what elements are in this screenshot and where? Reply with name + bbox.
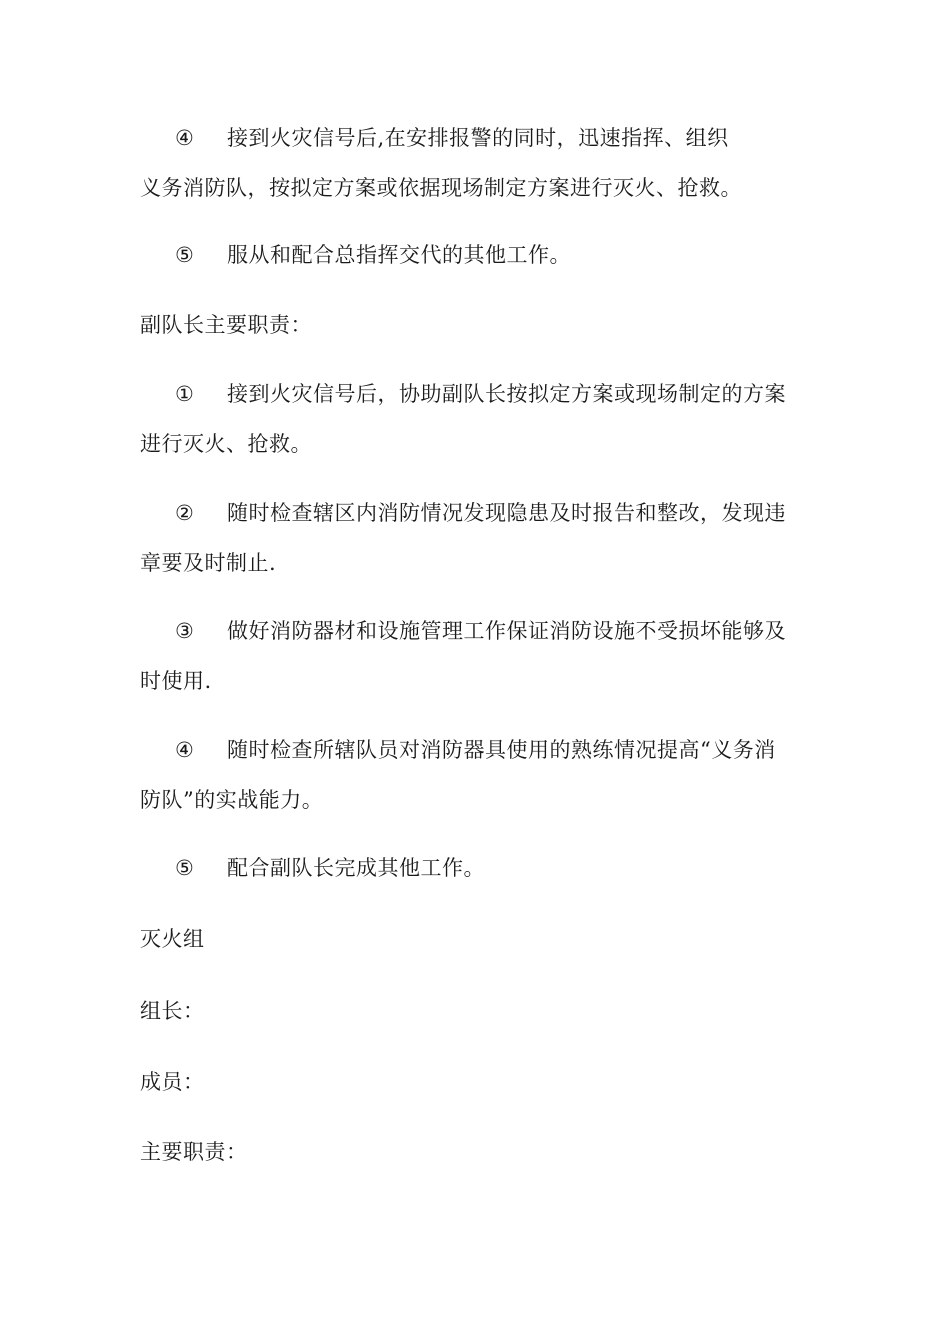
item-text: 随时检查辖区内消防情况发现隐患及时报告和整改，发现违	[227, 501, 786, 525]
list-item	[175, 736, 776, 764]
item-marker: ②	[175, 501, 195, 525]
item-text-continuation: 章要及时制止.	[140, 551, 277, 575]
list-item	[175, 124, 729, 152]
item-marker: ③	[175, 619, 195, 643]
item-text: 配合副队长完成其他工作。	[227, 856, 485, 880]
list-item	[175, 241, 571, 269]
list-item	[175, 499, 786, 527]
item-text: 接到火灾信号后，协助副队长按拟定方案或现场制定的方案	[227, 382, 786, 406]
duties-label: 主要职责：	[140, 1140, 248, 1164]
item-text-continuation: 进行灭火、抢救。	[140, 432, 312, 456]
item-text-continuation: 防队”的实战能力。	[140, 788, 324, 812]
item-marker: ①	[175, 382, 195, 406]
item-marker: ⑤	[175, 856, 195, 880]
item-text: 做好消防器材和设施管理工作保证消防设施不受损坏能够及	[227, 619, 786, 643]
item-marker: ④	[175, 126, 195, 150]
item-text: 随时检查所辖队员对消防器具使用的熟练情况提高“义务消	[227, 738, 776, 762]
list-item	[175, 380, 786, 408]
item-marker: ⑤	[175, 243, 195, 267]
list-item	[175, 854, 485, 882]
item-marker: ④	[175, 738, 195, 762]
section-heading: 副队长主要职责：	[140, 313, 312, 337]
item-text-continuation: 义务消防队，按拟定方案或依据现场制定方案进行灭火、抢救。	[140, 176, 742, 200]
leader-label: 组长：	[140, 999, 205, 1023]
list-item	[175, 617, 786, 645]
item-text-continuation: 时使用.	[140, 669, 212, 693]
item-text: 服从和配合总指挥交代的其他工作。	[227, 243, 571, 267]
members-label: 成员：	[140, 1070, 205, 1094]
item-text: 接到火灾信号后,在安排报警的同时，迅速指挥、组织	[227, 126, 729, 150]
group-title: 灭火组	[140, 927, 205, 951]
